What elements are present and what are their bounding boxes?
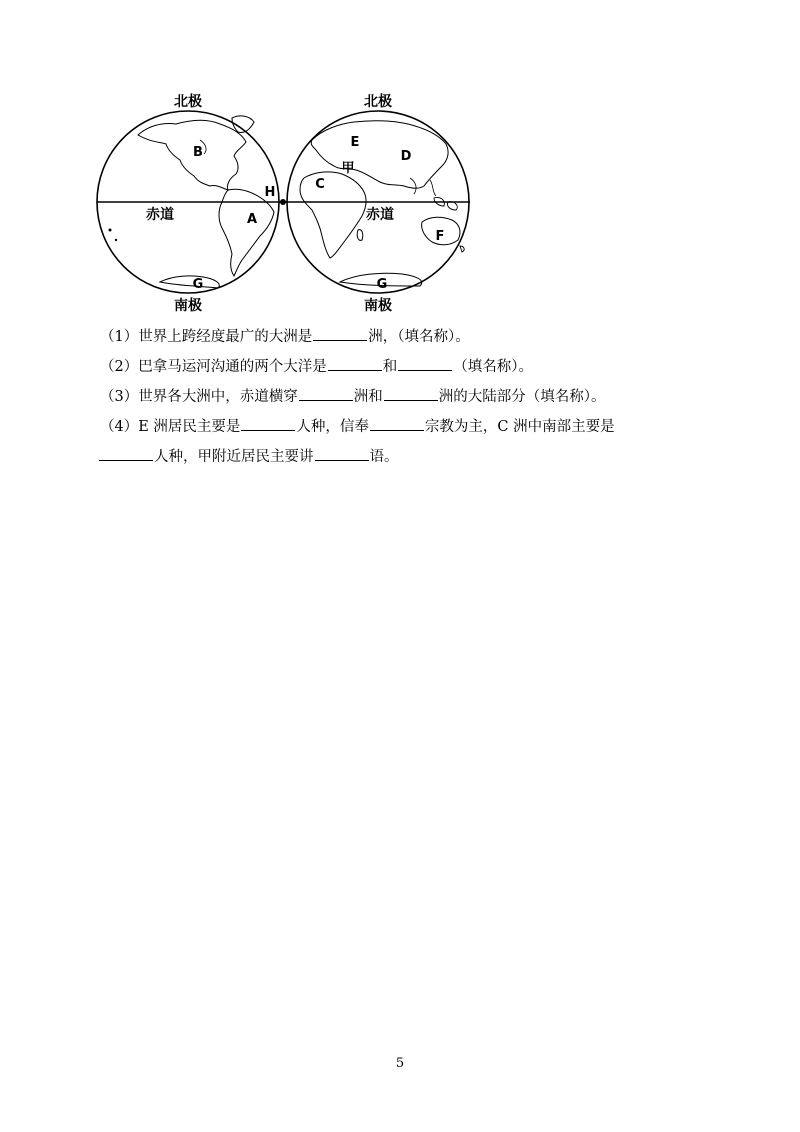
- center-point: [280, 199, 286, 205]
- indochina-line: [430, 180, 436, 196]
- question-4-text-a: （4）E 洲居民主要是: [100, 419, 241, 435]
- answer-blank-4c[interactable]: [99, 444, 153, 461]
- answer-blank-1[interactable]: [313, 324, 367, 341]
- question-2: [100, 352, 700, 382]
- question-list: [100, 322, 700, 472]
- world-hemispheres-map: [90, 90, 480, 320]
- tasmania-shape: [460, 246, 464, 252]
- question-4-text-c: 宗教为主，C 洲中南部主要是: [424, 419, 615, 435]
- answer-blank-3a[interactable]: [299, 384, 353, 401]
- north-america-shape: [138, 120, 246, 190]
- answer-blank-4a[interactable]: [241, 414, 295, 431]
- hemispheres-svg: [90, 90, 480, 320]
- question-4-text-d: 人种，甲附近居民主要讲: [154, 449, 314, 465]
- question-4-text-e: 语。: [369, 449, 399, 465]
- question-1-text-b: 洲，（填名称）。: [368, 329, 470, 345]
- label-C: C: [315, 177, 325, 192]
- question-3-text-b: 洲和: [353, 389, 383, 405]
- question-1-text-a: （1）世界上跨经度最广的大洲是: [100, 329, 313, 345]
- label-F: F: [435, 229, 445, 244]
- question-3-text-a: （3）世界各大洲中，赤道横穿: [100, 389, 298, 405]
- equator-label-left: 赤道: [146, 207, 174, 223]
- page-number: 5: [395, 1056, 405, 1071]
- question-4-text-b: 人种，信奉: [296, 419, 369, 435]
- pacific-island-dot: [109, 229, 112, 232]
- question-3: [100, 382, 700, 412]
- answer-blank-2a[interactable]: [328, 354, 382, 371]
- madagascar-shape: [357, 230, 363, 241]
- island-shape: [447, 202, 457, 210]
- south-pole-label-left: 南极: [174, 298, 202, 314]
- question-4-continued: [98, 442, 700, 472]
- antarctica-west-shape: [160, 276, 219, 288]
- label-B: B: [193, 145, 203, 160]
- south-pole-label-right: 南极: [364, 298, 392, 314]
- answer-blank-4b[interactable]: [370, 414, 424, 431]
- question-2-text-b: 和: [382, 359, 398, 375]
- question-2-text-a: （2）巴拿马运河沟通的两个大洋是: [100, 359, 327, 375]
- answer-blank-2b[interactable]: [398, 354, 452, 371]
- answer-blank-4d[interactable]: [315, 444, 369, 461]
- india-peninsula-line: [410, 178, 416, 194]
- question-2-text-c: （填名称）。: [453, 359, 533, 375]
- equator-label-right: 赤道: [366, 207, 394, 223]
- north-pole-label-right: 北极: [364, 94, 392, 110]
- label-G-right: G: [376, 277, 388, 292]
- question-1: [100, 322, 700, 352]
- label-A: A: [246, 212, 258, 227]
- label-E: E: [350, 135, 360, 150]
- label-jia: 甲: [341, 161, 355, 176]
- eurasia-shape: [311, 121, 448, 189]
- question-4: [100, 412, 700, 442]
- question-3-text-c: 洲的大陆部分（填名称）。: [438, 389, 606, 405]
- answer-blank-3b[interactable]: [384, 384, 438, 401]
- africa-shape: [300, 172, 366, 258]
- pacific-island-dot: [115, 239, 117, 241]
- north-pole-label-left: 北极: [174, 94, 202, 110]
- label-G-left: G: [192, 277, 204, 292]
- label-H: H: [264, 185, 276, 200]
- label-D: D: [400, 149, 412, 164]
